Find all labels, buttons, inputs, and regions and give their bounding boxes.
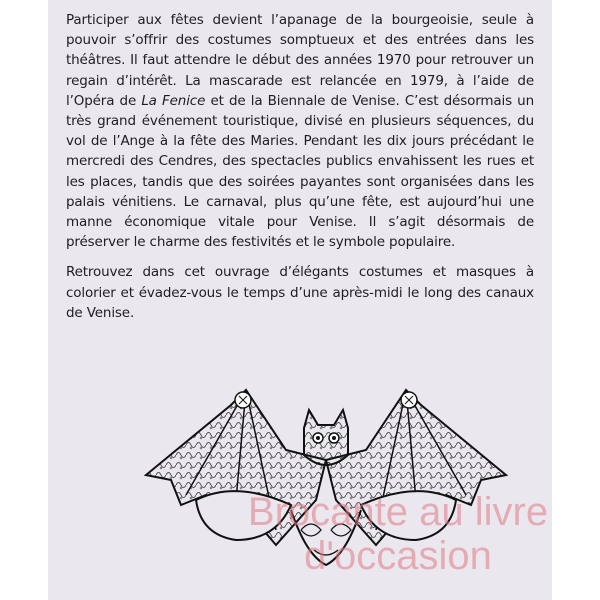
- bat-mask-icon: [126, 380, 526, 580]
- paragraph-2: Retrouvez dans cet ouvrage d’élégants costumes et masques à colorier et évadez-vous le temps d’une après-midi le long des canaux de Venise.: [66, 264, 534, 321]
- watermark-line-2: d'occasion: [304, 534, 492, 578]
- body-text: [66, 10, 534, 333]
- bat-mask-illustration: [126, 380, 526, 580]
- book-page: [48, 0, 552, 600]
- p1-text-a: Participer aux fêtes devient l’apanage de la bourgeoisie, seule à pouvoir s’offrir des costumes somptueux et des entrées dans les théâtres. Il faut attendre le début des années 1970 pour retrouver un regain d’intérêt. La mascarade est relancée en 1979, à l’aide de l’Opéra de: [66, 12, 534, 109]
- p1-italic-title: La Fenice: [141, 92, 206, 109]
- p1-text-b: et de la Biennale de Venise. C’est désormais un très grand événement touristique, divisé en plusieurs séquences, du vol de l’Ange à la fête des Maries. Pendant les dix jours précédant le mercredi des Cendres, des spectacles publics envahissent les rues et les places, tandis que des soirées payantes sont organisées dans les palais vénitiens. Le carnaval, plus qu’une fête, est aujourd’hui une manne économique vitale pour Venise. Il s’agit désormais de préserver le charme des festivités et le symbole populaire.: [66, 92, 534, 251]
- paragraph-1: [66, 10, 534, 252]
- watermark-line-1: Brocante au livre: [247, 490, 549, 534]
